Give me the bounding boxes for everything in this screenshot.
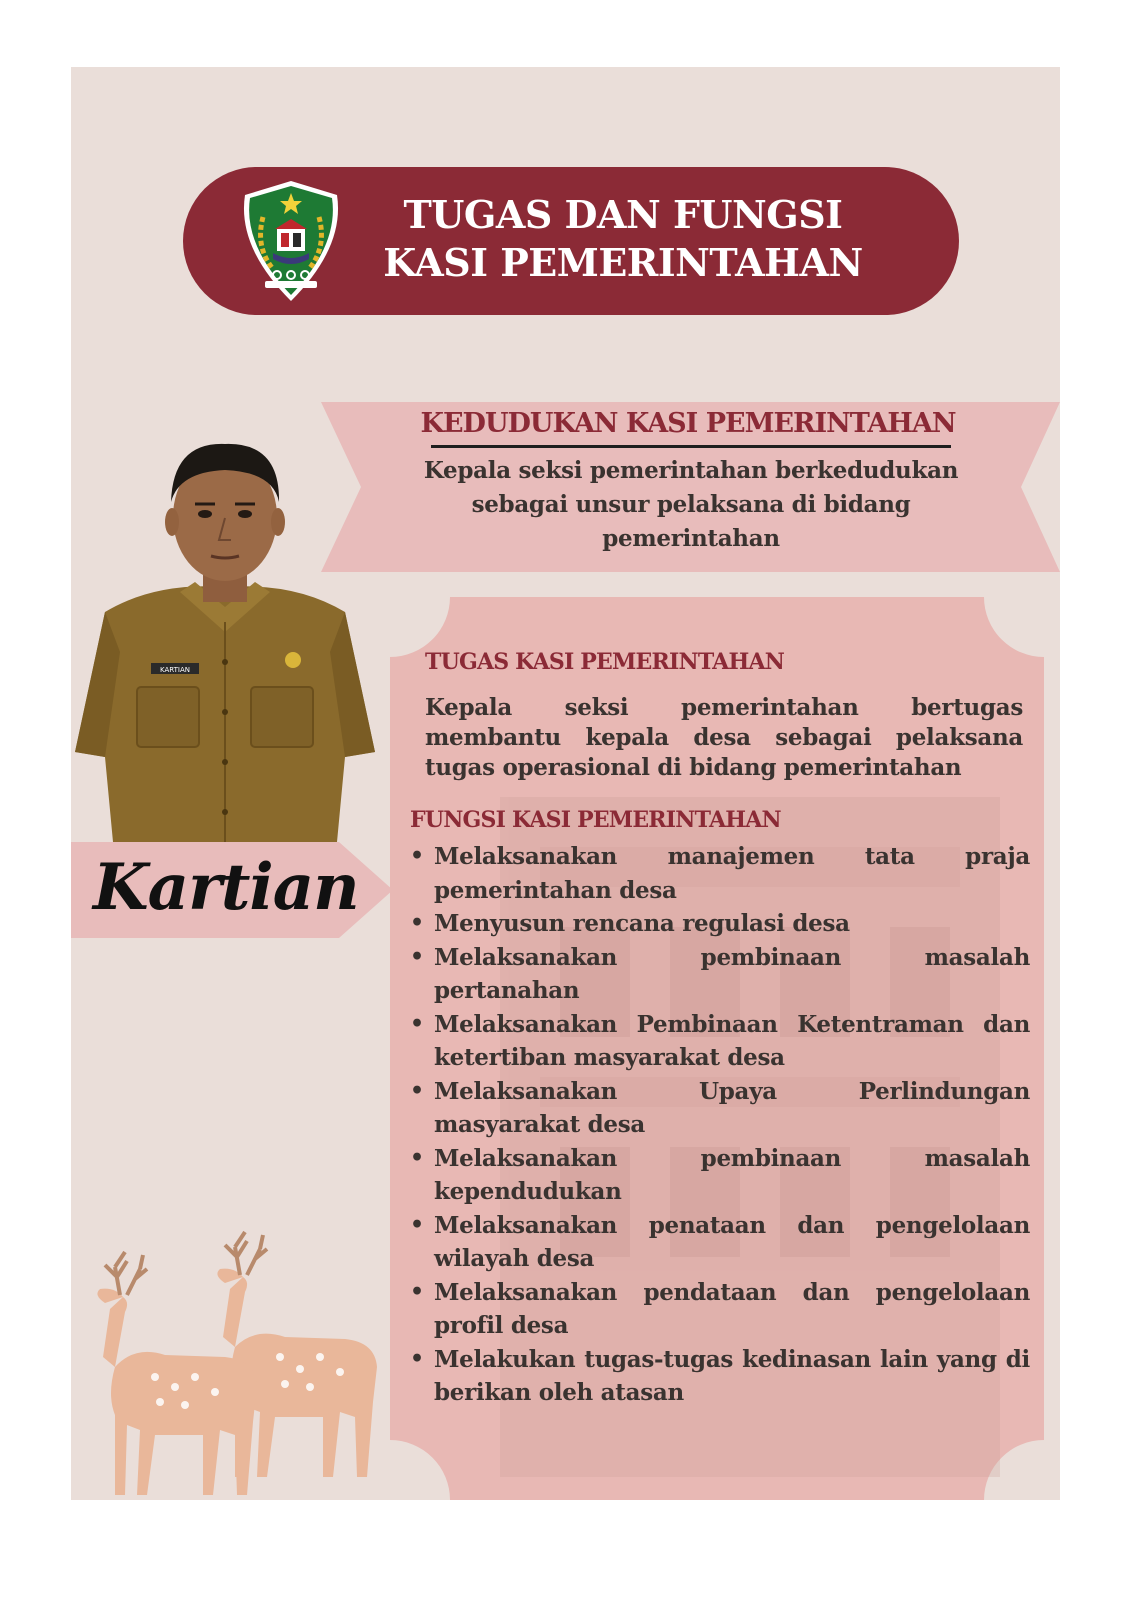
page-title bbox=[373, 191, 873, 287]
list-item bbox=[410, 1142, 1030, 1209]
tugas-text: Kepala seksi pemerintahan bertugas membantu kepala desa sebagai pelaksana tugas operasional di bidang pemerintahan bbox=[425, 694, 1023, 781]
bullet-icon: • bbox=[410, 1211, 424, 1238]
kedudukan-text bbox=[401, 454, 981, 556]
list-item-text: Melakukan tugas-tugas kedinasan lain yang di berikan oleh atasan bbox=[434, 1345, 1030, 1406]
title-line-2: KASI PEMERINTAHAN bbox=[383, 240, 863, 285]
bullet-icon: • bbox=[410, 1077, 424, 1104]
bullet-icon: • bbox=[410, 1144, 424, 1171]
list-item-text: Melaksanakan penataan dan pengelolaan wilayah desa bbox=[434, 1211, 1030, 1272]
list-item bbox=[410, 1008, 1030, 1075]
list-item bbox=[410, 1075, 1030, 1142]
kedudukan-line: Kepala seksi pemerintahan berkedudukan bbox=[423, 457, 959, 484]
name-tag bbox=[71, 842, 393, 938]
list-item-text: Melaksanakan Pembinaan Ketentraman dan ketertiban masyarakat desa bbox=[434, 1010, 1030, 1071]
list-item bbox=[410, 1343, 1030, 1410]
uniform-name-tag: KARTIAN bbox=[160, 666, 190, 674]
list-item-text: Melaksanakan Upaya Perlindungan masyarakat desa bbox=[434, 1077, 1030, 1138]
bullet-icon: • bbox=[410, 910, 424, 936]
poster bbox=[71, 67, 1060, 1500]
list-item-text: Melaksanakan pembinaan masalah kependudukan bbox=[434, 1144, 1030, 1205]
bullet-icon: • bbox=[410, 843, 424, 869]
person-name: Kartian bbox=[93, 850, 359, 925]
fungsi-list bbox=[410, 840, 1030, 1410]
list-item-text: Melaksanakan pembinaan masalah pertanahan bbox=[434, 943, 1030, 1004]
bullet-icon: • bbox=[410, 1345, 424, 1372]
emblem-logo bbox=[233, 177, 349, 305]
list-item bbox=[410, 941, 1030, 1008]
kedudukan-heading: KEDUDUKAN KASI PEMERINTAHAN bbox=[420, 408, 956, 439]
heading-underline bbox=[431, 445, 951, 448]
list-item-text: Melaksanakan manajemen tata praja pemerintahan desa bbox=[434, 843, 1030, 904]
person-photo bbox=[75, 422, 375, 842]
list-item bbox=[410, 907, 1030, 941]
bullet-icon: • bbox=[410, 943, 424, 970]
bullet-icon: • bbox=[410, 1278, 424, 1305]
title-line-1: TUGAS DAN FUNGSI bbox=[403, 192, 843, 237]
list-item bbox=[410, 840, 1030, 907]
list-item bbox=[410, 1209, 1030, 1276]
list-item-text: Melaksanakan pendataan dan pengelolaan profil desa bbox=[434, 1278, 1030, 1339]
kedudukan-ribbon bbox=[321, 402, 1060, 572]
deer-icon bbox=[85, 1227, 395, 1497]
fungsi-heading: FUNGSI KASI PEMERINTAHAN bbox=[410, 807, 781, 833]
tugas-heading: TUGAS KASI PEMERINTAHAN bbox=[425, 649, 785, 675]
info-card bbox=[390, 597, 1044, 1500]
list-item bbox=[410, 1276, 1030, 1343]
list-item-text: Menyusun rencana regulasi desa bbox=[434, 910, 850, 937]
bullet-icon: • bbox=[410, 1010, 424, 1037]
title-banner bbox=[183, 167, 959, 315]
kedudukan-line: sebagai unsur pelaksana di bidang bbox=[471, 491, 911, 518]
kedudukan-line: pemerintahan bbox=[602, 525, 780, 552]
